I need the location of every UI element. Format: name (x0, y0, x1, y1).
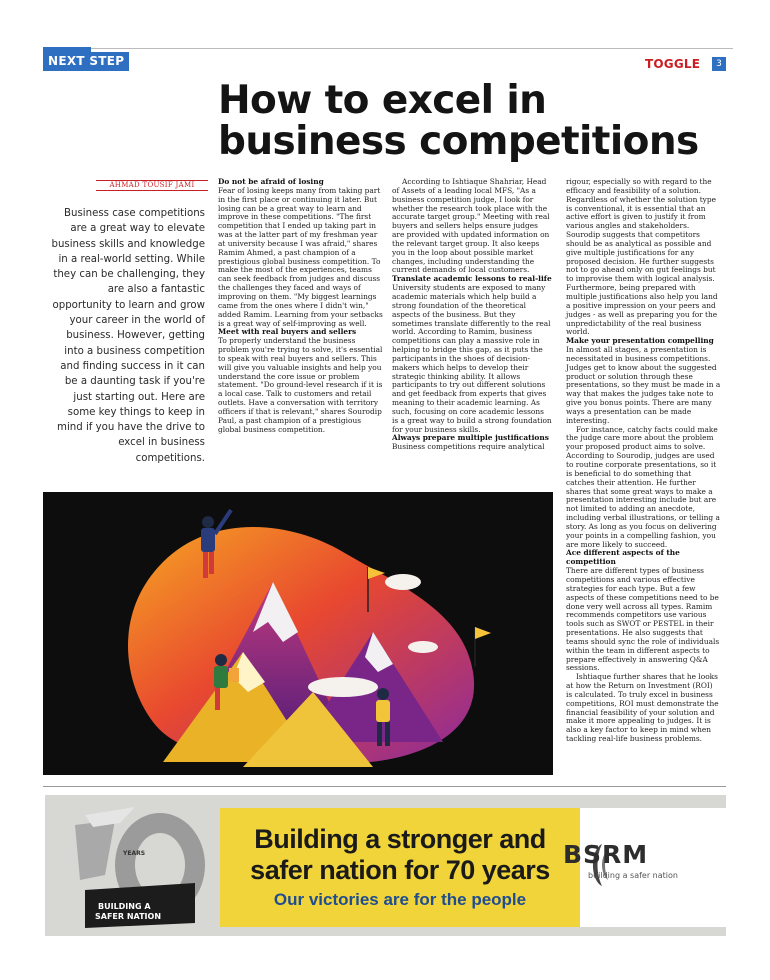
paragraph: rigour, especially so with regard to the efficacy and feasibility of a solution. Regardless of whether the solution type is conventional, it is essential that an active effort is given to justify it from various angles and stakeholders. Sourodip suggests that competitors should be as analytical as possible and give multiple justifications for any proposed decision. He further suggests not to go ahead only on gut feelings but to improvise them with logical analysis. Furthermore, being prepared with multiple justifications also help you land a positive impression on your peers and judges - as well as preparing you for the unpredictability of the real business world. (566, 177, 718, 337)
paragraph: Ishtiaque further shares that he looks at how the Return on Investment (ROI) is calculated. To truly excel in business competitions, ROI must demonstrate the financial feasibility of your solution and make it more appealing to judges. It is also a key factor to keep in mind when tackling real-life business problems. (566, 672, 719, 744)
paragraph: Fear of losing keeps many from taking part in the first place or continuing it later. But losing can be a great way to learn and improve in these competitions. "The first competition that I ended up taking part in was at the latter part of my freshman year at university because I was afraid," shares Ramim Ahmed, a past champion of a prestigious global business competition. To make the most of the experiences, teams can seek feedback from judges and discuss the challenges they faced and ways of improving on them. "My biggest learnings came from the ones where I didn't win," added Ramim. Learning from your setbacks is a great way of self-improving as well. (218, 185, 383, 328)
title-line-1: How to excel in (218, 78, 547, 123)
publication-name: TOGGLE (645, 57, 701, 71)
byline: AHMAD TOUSIF JAMI (96, 180, 208, 191)
paragraph: University students are exposed to many academic materials which help build a strong foundation of the theoretical aspects of the business. But they sometimes translate differently to the real world. According to Ramim, business competitions can play a massive role in helping to bridge this gap, as it puts the participants in the shoes of decision-makers which helps to develop their strategic thinking ability. It allows participants to try out different solutions and get feedback from experts that gives meaning to their academic learning. As such, focusing on core academic lessons is a great way to build a strong foundation for your business skills. (392, 283, 552, 434)
mountain-climbers-illustration (43, 492, 553, 775)
paragraph: For instance, catchy facts could make the judge care more about the problem your proposed product aims to solve. According to Sourodip, judges are used to routine corporate presentations, so it is beneficial to do something that catches their attention. He further shares that some great ways to make a presentation interesting include but are not limited to adding an anecdote, including verbal illustrations, or telling a story. As long as you focus on delivering your points in a compelling fashion, you are more likely to succeed. (566, 424, 720, 549)
subheading: Make your presentation compelling (566, 336, 714, 346)
title-line-2: business competitions (218, 119, 699, 164)
page-number: 3 (712, 57, 726, 71)
subheading: Meet with real buyers and sellers (218, 327, 357, 337)
article-column-2 (392, 178, 552, 452)
subheading: Do not be afraid of losing (218, 177, 324, 186)
article-column-3 (566, 178, 721, 744)
ad-headline (220, 824, 580, 886)
section-label: NEXT STEP (43, 52, 129, 71)
emblem-badge-line-2: SAFER NATION (95, 912, 162, 921)
article-column-1 (218, 178, 383, 434)
intro-paragraph: Business case competitions are a great way to elevate business skills and knowledge in a real-world setting. While they can be challenging, they are also a fantastic opportunity to learn and grow your career in the world of business. However, getting into a business competition and finding success in it can be a daunting task if you're just starting out. Here are some key things to keep in mind if you have the drive to excel in business competitions. (51, 208, 205, 464)
illustration-art (43, 492, 553, 775)
ad-tagline: Our victories are for the people (273, 890, 527, 909)
article-title (218, 80, 738, 162)
ad-headline-line-1: Building a stronger and (254, 824, 546, 854)
header-rule (43, 48, 733, 49)
subheading: Always prepare multiple justifications (392, 433, 549, 443)
paragraph: In almost all stages, a presentation is necessitated in business competitions. Judges get to know about the suggested product or solution through these presentations, so they must be made in a way that makes the judges take note to give you bonus points. There are many ways a presentation can be made interesting. (566, 345, 721, 425)
ad-headline-line-2: safer nation for 70 years (250, 855, 550, 885)
years-label: YEARS (123, 850, 146, 857)
subheading: Translate academic lessons to real-life (392, 274, 552, 284)
paragraph: According to Ishtiaque Shahriar, Head of Assets of a leading local MFS, "As a business competition judge, I look for whether the research took place with the accurate target group." Meeting with real buyers and sellers helps ensure judges are provided with updated information on the relevant target group. It also keeps you in the loop about possible market changes, including understanding the current demands of local customers. (392, 177, 550, 275)
emblem-badge-line-1: BUILDING A (98, 902, 151, 911)
brand-tagline: building a safer nation (588, 871, 678, 880)
ad-divider (43, 786, 726, 787)
paragraph: There are different types of business competitions and various effective strategies for each type. But a few aspects of these competitions need to be done very well across all types. Ramim recommends competitors use various tools such as SWOT or PESTEL in their presentations. He also suggests that teams should sync the role of individuals within the team in different aspects to prepare effectively in answering Q&A sessions. (566, 566, 720, 673)
subheading: Ace different aspects of the competition (566, 548, 680, 567)
ad-headline-panel (220, 808, 580, 927)
brand-name: BSRM (563, 840, 649, 869)
paragraph: Business competitions require analytical (392, 442, 545, 452)
paragraph: To properly understand the business problem you're trying to solve, it's essential to speak with real buyers and sellers. This will give you valuable insights and help you understand the core issue or problem statement. "Do ground-level research if it is a local case. Talk to customers and retail outlets. Have a conversation with territory officers if that is relevant," shares Sourodip Paul, a past champion of a prestigious global business competition. (218, 336, 383, 434)
